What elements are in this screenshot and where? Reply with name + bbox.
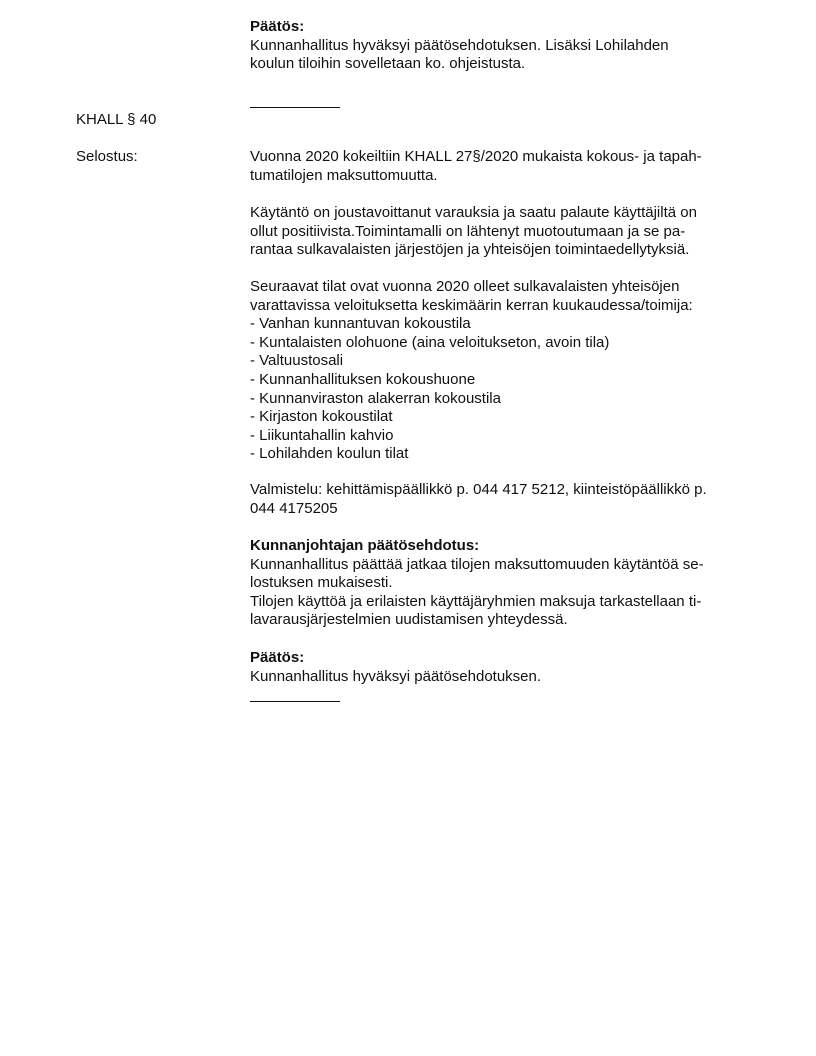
proposal-line: lavarausjärjestelmien uudistamisen yhteydessä.: [250, 611, 568, 629]
list-item: - Kunnanviraston alakerran kokoustila: [250, 389, 501, 407]
proposal-heading: Kunnanjohtajan päätösehdotus:: [250, 537, 480, 554]
list-item: - Valtuustosali: [250, 352, 344, 370]
practice-paragraph: [250, 204, 750, 260]
proposal-block: [250, 537, 750, 630]
top-decision-line: Kunnanhallitus hyväksyi päätösehdotuksen. Lisäksi Lohilahden: [250, 36, 669, 54]
practice-line: rantaa sulkavalaisten järjestöjen ja yhteisöjen toimintaedellytyksiä.: [250, 241, 690, 259]
spaces-paragraph: [250, 278, 750, 464]
spaces-intro-line: varattavissa veloituksetta keskimäärin kerran kuukaudessa/toimija:: [250, 296, 693, 314]
decision-line: Kunnanhallitus hyväksyi päätösehdotuksen.: [250, 667, 542, 685]
selostus-label-block: [76, 148, 236, 167]
proposal-line: Kunnanhallitus päättää jatkaa tilojen maksuttomuuden käytäntöä se-: [250, 555, 704, 573]
list-item: - Kuntalaisten olohuone (aina veloitukseton, avoin tila): [250, 333, 610, 351]
decision-heading: Päätös:: [250, 649, 305, 666]
spaces-intro-line: Seuraavat tilat ovat vuonna 2020 olleet sulkavalaisten yhteisöjen: [250, 278, 680, 295]
list-item: - Liikuntahallin kahvio: [250, 426, 394, 444]
selostus-label: Selostus:: [76, 148, 138, 165]
top-decision-heading: Päätös:: [250, 18, 305, 35]
list-item: - Vanhan kunnantuvan kokoustila: [250, 315, 471, 333]
intro-paragraph: [250, 148, 750, 185]
top-decision-block: [250, 18, 750, 74]
practice-line: ollut positiivista.Toimintamalli on lähtenyt muotoutumaan ja se pa-: [250, 222, 686, 240]
proposal-line: Tilojen käyttöä ja erilaisten käyttäjäryhmien maksuja tarkastellaan ti-: [250, 592, 702, 610]
list-item: - Lohilahden koulun tilat: [250, 445, 409, 463]
intro-line: tumatilojen maksuttomuutta.: [250, 166, 438, 184]
proposal-line: lostuksen mukaisesti.: [250, 574, 393, 592]
decision-block: [250, 649, 750, 686]
section-reference: KHALL § 40: [76, 111, 157, 128]
top-decision-line: koulun tiloihin sovelletaan ko. ohjeistusta.: [250, 55, 526, 73]
section-divider: [250, 107, 340, 108]
list-item: - Kunnanhallituksen kokoushuone: [250, 370, 476, 388]
closing-divider: [250, 701, 340, 702]
intro-line: Vuonna 2020 kokeiltiin KHALL 27§/2020 mukaista kokous- ja tapah-: [250, 148, 702, 165]
preparation-paragraph: [250, 481, 750, 518]
practice-line: Käytäntö on joustavoittanut varauksia ja saatu palaute käyttäjiltä on: [250, 204, 697, 221]
preparation-line: Valmistelu: kehittämispäällikkö p. 044 417 5212, kiinteistöpäällikkö p.: [250, 481, 707, 498]
list-item: - Kirjaston kokoustilat: [250, 408, 393, 426]
preparation-line: 044 4175205: [250, 499, 338, 517]
section-ref-block: [76, 111, 236, 130]
